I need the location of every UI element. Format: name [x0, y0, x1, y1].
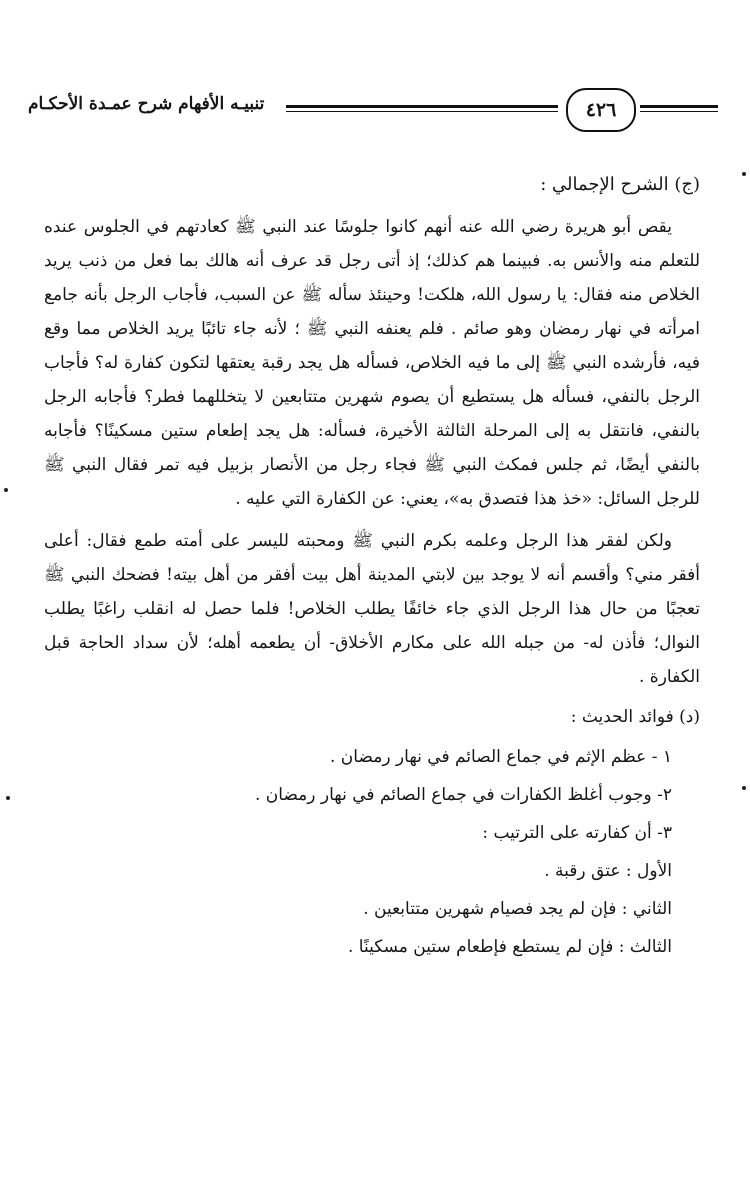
section-heading-overall-explanation: (ج) الشرح الإجمالي : [540, 174, 700, 195]
explanation-paragraph-1: يقص أبو هريرة رضي الله عنه أنهم كانوا جلوسًا عند النبي ﷺ كعادتهم في الجلوس عنده للتعلم منه والأنس به. فبينما هم كذلك؛ إذ أتى رجل قد عرف أنه هالك بما فعل من ذنب يريد الخلاص منه فقال: يا رسول الله، هلكت! وحينئذ سأله ﷺ عن السبب، فأجاب الرجل بأنه جامع امرأته في نهار رمضان وهو صائم . فلم يعنفه النبي ﷺ ؛ لأنه جاء تائبًا يريد الخلاص مما وقع فيه، فأرشده النبي ﷺ إلى ما فيه الخلاص، فسأله هل يجد رقبة يعتقها لتكون كفارة له؟ فأجاب الرجل بالنفي، فسأله هل يستطيع أن يصوم شهرين متتابعين لا يتخللهما فطر؟ فأجابه الرجل بالنفي، فانتقل به إلى المرحلة الثالثة الأخيرة، فسأله: هل يجد إطعام ستين مسكينًا؟ فأجابه بالنفي أيضًا، ثم جلس فمكث النبي ﷺ فجاء رجل من الأنصار بزبيل فيه تمر فقال النبي ﷺ للرجل السائل: «خذ هذا فتصدق به»، يعني: عن الكفارة التي عليه . [44, 217, 700, 509]
header-rule-short-thin [640, 111, 718, 112]
header-rule-thick [286, 105, 558, 108]
expiation-order-list [44, 852, 672, 966]
expiation-order-item: الأول : عتق رقبة . [544, 861, 672, 881]
explanation-paragraph-2: ولكن لفقر هذا الرجل وعلمه بكرم النبي ﷺ ومحبته لليسر على أمته طمع فقال: أعلى أفقر مني؟ وأقسم أنه لا يوجد بين لابتي المدينة أهل بيت أفقر من أهل بيته! فضحك النبي ﷺ تعجبًا من حال هذا الرجل الذي جاء خائفًا يطلب الخلاص! فلما حصل له انقلب راغبًا يطلب النوال؛ فأذن له- من جبله الله على مكارم الأخلاق- أن يطعمه أهله؛ لأن سداد الحاجة قبل الكفارة . [44, 531, 700, 687]
expiation-order-item: الثاني : فإن لم يجد فصيام شهرين متتابعين . [363, 899, 672, 919]
margin-dot [742, 172, 746, 176]
page-number: ٤٢٦ [566, 88, 636, 132]
benefit-item: ٣- أن كفارته على الترتيب : [482, 823, 672, 843]
running-title: تنبيـه الأفهام شرح عمـدة الأحكـام [28, 94, 265, 114]
expiation-order-item: الثالث : فإن لم يستطع فإطعام ستين مسكينًا . [347, 937, 672, 957]
margin-dot [4, 488, 8, 492]
expiation-order-container [44, 852, 700, 966]
margin-dot [6, 796, 10, 800]
header-rule-short-thick [640, 105, 718, 108]
header-rule-thin [286, 111, 558, 112]
page-body [44, 166, 700, 966]
margin-dot [742, 786, 746, 790]
page-header [28, 88, 720, 132]
benefits-list [44, 738, 700, 966]
section-heading-hadith-benefits: (د) فوائد الحديث : [570, 707, 700, 727]
benefit-item: ٢- وجوب أغلظ الكفارات في جماع الصائم في نهار رمضان . [254, 785, 672, 805]
benefit-item: ١ - عظم الإثم في جماع الصائم في نهار رمضان . [330, 747, 672, 767]
